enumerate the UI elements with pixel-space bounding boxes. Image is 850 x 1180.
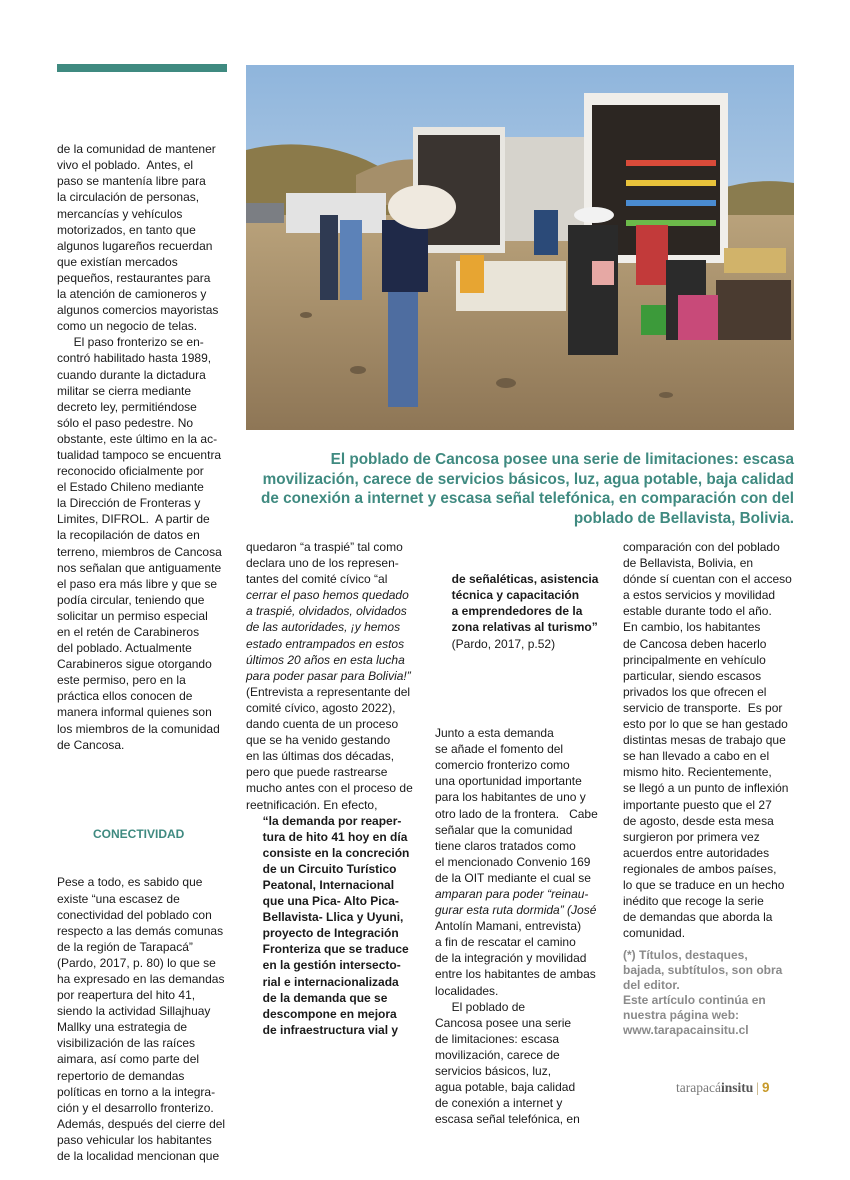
text-line: el paso era más libre y que se xyxy=(57,576,218,591)
text-line: consiste en la concreción xyxy=(246,845,410,860)
text-line: últimos 20 años en esta lucha xyxy=(246,652,405,667)
text-line: de un Circuito Turístico xyxy=(246,861,397,876)
text-line: comparación con del poblado xyxy=(623,540,780,554)
text-line: servicios básicos, luz, xyxy=(435,1064,552,1078)
text-line: pequeños, restaurantes para xyxy=(57,270,211,285)
text-line: la Dirección de Fronteras y xyxy=(57,496,201,511)
text-line: manera informal quienes son xyxy=(57,705,212,720)
text-line: algunos comercios mayoristas xyxy=(57,303,219,318)
text-line: existe “una escasez de xyxy=(57,891,180,906)
text-line: solicitar un permiso especial xyxy=(57,608,208,623)
text-line: regionales de ambos países, xyxy=(623,861,777,876)
text-line: el mencionado Convenio 169 xyxy=(435,854,591,869)
text-line: servicio de transporte. Es por xyxy=(623,700,783,715)
text-line: los miembros de la comunidad xyxy=(57,721,220,736)
text-line: militar se cierra mediante xyxy=(57,383,192,398)
text-line: declara uno de los represen- xyxy=(246,556,399,571)
text-line: distintas mesas de trabajo que xyxy=(623,733,786,748)
text-line: sólo el paso pedestre. No xyxy=(57,415,194,430)
caption-line: El poblado de Cancosa posee una serie de limitaciones: escasa xyxy=(330,451,794,468)
text-line: de señaléticas, asistencia xyxy=(435,572,599,587)
text-line: señalar que la comunidad xyxy=(435,822,573,837)
note-line[interactable]: www.tarapacainsitu.cl xyxy=(623,1023,749,1037)
text-line: de la integración y movilidad xyxy=(435,951,587,966)
text-line: la atención de camioneros y xyxy=(57,287,207,302)
text-line: la circulación de personas, xyxy=(57,190,200,205)
text-line: tura de hito 41 hoy en día xyxy=(246,829,408,844)
text-line: de demandas que aborda la xyxy=(623,910,773,925)
text-line: podía circular, teniendo que xyxy=(57,592,205,607)
note-line: nuestra página web: xyxy=(623,1008,740,1022)
text-line: ha expresado en las demandas xyxy=(57,971,225,986)
text-line: de Cancosa deben hacerlo xyxy=(623,636,767,651)
text-line: mucho antes con el proceso de xyxy=(246,781,413,796)
footer-brand-light: tarapacá xyxy=(676,1080,721,1095)
text-line: Además, después del cierre del xyxy=(57,1116,226,1131)
text-line: agua potable, baja calidad xyxy=(435,1080,576,1095)
text-line: el Estado Chileno mediante xyxy=(57,480,204,495)
text-line: una oportunidad importante xyxy=(435,774,582,789)
text-line: El paso fronterizo se en- xyxy=(57,335,204,350)
text-line: en el retén de Carabineros xyxy=(57,625,200,639)
column-4 xyxy=(623,539,792,941)
text-line: comunidad. xyxy=(623,926,686,941)
text-line: de la comunidad de mantener xyxy=(57,142,216,157)
note-line: bajada, subtítulos, son obra xyxy=(623,963,783,977)
footer-brand-bold: insitu xyxy=(720,1080,754,1095)
text-line: de limitaciones: escasa xyxy=(435,1031,560,1046)
text-line: movilización, carece de xyxy=(435,1047,560,1062)
column-1-top-text xyxy=(57,141,225,753)
text-line: técnica y capacitación xyxy=(435,588,580,603)
text-line: reetnificación. En efecto, xyxy=(246,797,378,812)
page-number: 9 xyxy=(761,1080,770,1095)
text-line: Fronteriza que se traduce xyxy=(246,942,409,957)
text-line: particular, siendo escasos xyxy=(623,668,762,683)
text-line: de la demanda que se xyxy=(246,990,388,1005)
text-line: como un negocio de telas. xyxy=(57,319,198,334)
text-line: motorizados, en tanto que xyxy=(57,222,196,237)
section-heading: CONECTIVIDAD xyxy=(93,827,185,842)
text-line: El poblado de xyxy=(435,999,526,1014)
text-line: localidades. xyxy=(435,983,499,998)
note-line: (*) Títulos, destaques, xyxy=(623,948,748,962)
text-line: se añade el fomento del xyxy=(435,742,564,757)
text-line: dónde sí cuentan con el acceso xyxy=(623,572,792,587)
text-line: comité cívico, agosto 2022), xyxy=(246,700,396,715)
text-line: de las autoridades, ¡y hemos xyxy=(246,620,401,635)
caption-line: de conexión a internet y escasa señal telefónica, en comparación con del xyxy=(260,490,794,508)
caption-line: movilización, carece de servicios básicos, luz, agua potable, baja calidad xyxy=(262,470,794,488)
text-line: (Pardo, 2017, p. 80) lo que se xyxy=(57,955,216,970)
text-line: rial e internacionalizada xyxy=(246,974,399,989)
text-line: se han llevado a cabo en el xyxy=(623,749,770,764)
text-line: privados los que ofrecen el xyxy=(623,684,767,699)
text-line: descompone en mejora xyxy=(246,1006,397,1021)
text-line: ción y el desarrollo fronterizo. xyxy=(57,1100,214,1115)
text-line: Bellavista- Llica y Uyuni, xyxy=(246,910,404,925)
text-line: a emprendedores de la xyxy=(435,604,583,619)
text-line: gurar esta ruta dormida” (José xyxy=(435,903,597,918)
text-line: principalmente en vehículo xyxy=(623,652,766,667)
text-line: práctica ellos conocen de xyxy=(57,689,193,704)
text-line: dando cuenta de un proceso xyxy=(246,717,399,732)
text-line: de la OIT mediante el cual se xyxy=(435,870,591,885)
text-line: otro lado de la frontera. Cabe xyxy=(435,806,598,821)
column-3-text xyxy=(435,725,598,1127)
text-line: acuerdos entre autoridades xyxy=(623,845,770,860)
text-line: esto por lo que se han gestado xyxy=(623,717,788,732)
text-line: visibilización de las raíces xyxy=(57,1036,196,1051)
text-line: Pese a todo, es sabido que xyxy=(57,875,203,890)
text-line: que existían mercados xyxy=(57,254,178,269)
text-line: pero que puede rastrearse xyxy=(246,765,388,780)
text-line: aimara, así como parte del xyxy=(57,1052,200,1067)
text-line: de la localidad mencionan que xyxy=(57,1149,220,1163)
text-line: a estos servicios y movilidad xyxy=(623,588,776,603)
text-line: “la demanda por reaper- xyxy=(246,813,402,828)
text-line: entre los habitantes de ambas xyxy=(435,967,596,982)
page-footer xyxy=(676,1080,769,1096)
text-line: contró habilitado hasta 1989, xyxy=(57,351,212,366)
text-line: tiene claros tratados como xyxy=(435,838,576,853)
text-line: se llegó a un punto de inflexión xyxy=(623,781,789,796)
text-line: en la gestión intersecto- xyxy=(246,958,401,973)
text-line: de la región de Tarapacá” xyxy=(57,939,193,954)
text-line: En cambio, los habitantes xyxy=(623,620,761,635)
footer-brand xyxy=(676,1080,753,1095)
text-line: tantes del comité cívico “al xyxy=(246,572,388,587)
text-line: Junto a esta demanda xyxy=(435,726,554,741)
text-line: inédito que recoge la serie xyxy=(623,894,764,909)
text-line: lo que se traduce en un hecho xyxy=(623,877,785,892)
note-line: Este artículo continúa en xyxy=(623,993,766,1007)
text-line: de Cancosa. xyxy=(57,737,125,752)
text-line: Peatonal, Internacional xyxy=(246,877,395,892)
text-line: del poblado. Actualmente xyxy=(57,641,192,656)
text-line: paso se mantenía libre para xyxy=(57,174,206,189)
text-line: de agosto, desde esta mesa xyxy=(623,813,774,828)
text-line: que se ha venido gestando xyxy=(246,733,391,748)
caption-line: poblado de Bellavista, Bolivia. xyxy=(573,510,794,528)
text-line: a traspié, olvidados, olvidados xyxy=(246,604,407,619)
text-line: proyecto de Integración xyxy=(246,926,399,941)
text-line: para los habitantes de uno y xyxy=(435,790,586,805)
text-line: algunos lugareños recuerdan xyxy=(57,238,213,253)
text-line: paso vehicular los habitantes xyxy=(57,1132,212,1147)
column-3 xyxy=(435,539,598,1143)
market-photo xyxy=(246,65,794,430)
text-line: amparan para poder “reinau- xyxy=(435,886,589,901)
column-1-bottom-text xyxy=(57,874,225,1164)
text-line: tualidad tampoco se encuentra xyxy=(57,447,222,462)
text-line: siendo la actividad Sillajhuay xyxy=(57,1004,211,1019)
text-line: decreto ley, permitiéndose xyxy=(57,399,197,414)
text-line: terreno, miembros de Cancosa xyxy=(57,544,222,559)
text-line: nos señalan que antiguamente xyxy=(57,560,222,575)
text-line: obstante, este último en la ac- xyxy=(57,431,218,446)
text-line: a fin de rescatar el camino xyxy=(435,935,576,950)
accent-bar xyxy=(57,64,227,72)
text-line: (Entrevista a representante del xyxy=(246,684,411,699)
text-line: de infraestructura vial y xyxy=(246,1022,399,1037)
column-1 xyxy=(57,109,225,1180)
text-line: Cancosa posee una serie xyxy=(435,1015,572,1030)
text-line: cuando durante la dictadura xyxy=(57,367,206,382)
text-line: estado entrampados en estos xyxy=(246,636,405,651)
text-line: mercancías y vehículos xyxy=(57,206,183,221)
text-line: importante puesto que el 27 xyxy=(623,797,772,812)
text-line: estable durante todo el año. xyxy=(623,604,772,619)
editor-note xyxy=(623,948,782,1038)
text-line: que una Pica- Alto Pica- xyxy=(246,894,399,909)
text-line: respecto a las demás comunas xyxy=(57,923,224,938)
text-line: repertorio de demandas xyxy=(57,1068,185,1083)
text-line: vivo el poblado. Antes, el xyxy=(57,158,194,173)
column-2 xyxy=(246,539,413,1038)
text-line: comercio fronterizo como xyxy=(435,758,570,773)
text-line: políticas en torno a la integra- xyxy=(57,1084,216,1099)
text-line: Mallky una estrategia de xyxy=(57,1020,188,1035)
photo-caption xyxy=(246,450,794,529)
column-3-quote xyxy=(435,571,598,651)
text-line: mismo hito. Recientemente, xyxy=(623,765,772,780)
text-line: de Bellavista, Bolivia, en xyxy=(623,556,754,571)
text-line: reconocido oficialmente por xyxy=(57,464,204,479)
footer-separator: | xyxy=(756,1080,759,1095)
text-line: de conexión a internet y xyxy=(435,1096,563,1111)
text-line: para poder pasar para Bolivia!” xyxy=(246,668,411,683)
text-line: este permiso, pero en la xyxy=(57,673,186,688)
text-line: Limites, DIFROL. A partir de xyxy=(57,512,210,527)
text-line: la recopilación de datos en xyxy=(57,528,200,543)
text-line: Antolín Mamani, entrevista) xyxy=(435,919,582,934)
text-line: (Pardo, 2017, p.52) xyxy=(435,636,556,651)
text-line: surgieron por primera vez xyxy=(623,829,760,844)
text-line: Carabineros sigue otorgando xyxy=(57,657,212,672)
text-line: en las últimas dos décadas, xyxy=(246,749,395,764)
text-line: conectividad del poblado con xyxy=(57,907,212,922)
note-line: del editor. xyxy=(623,978,680,992)
text-line: cerrar el paso hemos quedado xyxy=(246,588,409,603)
text-line: zona relativas al turismo” xyxy=(435,620,598,635)
text-line: por reapertura del hito 41, xyxy=(57,988,196,1003)
text-line: escasa señal telefónica, en xyxy=(435,1112,580,1127)
text-line: quedaron “a traspié” tal como xyxy=(246,540,403,554)
